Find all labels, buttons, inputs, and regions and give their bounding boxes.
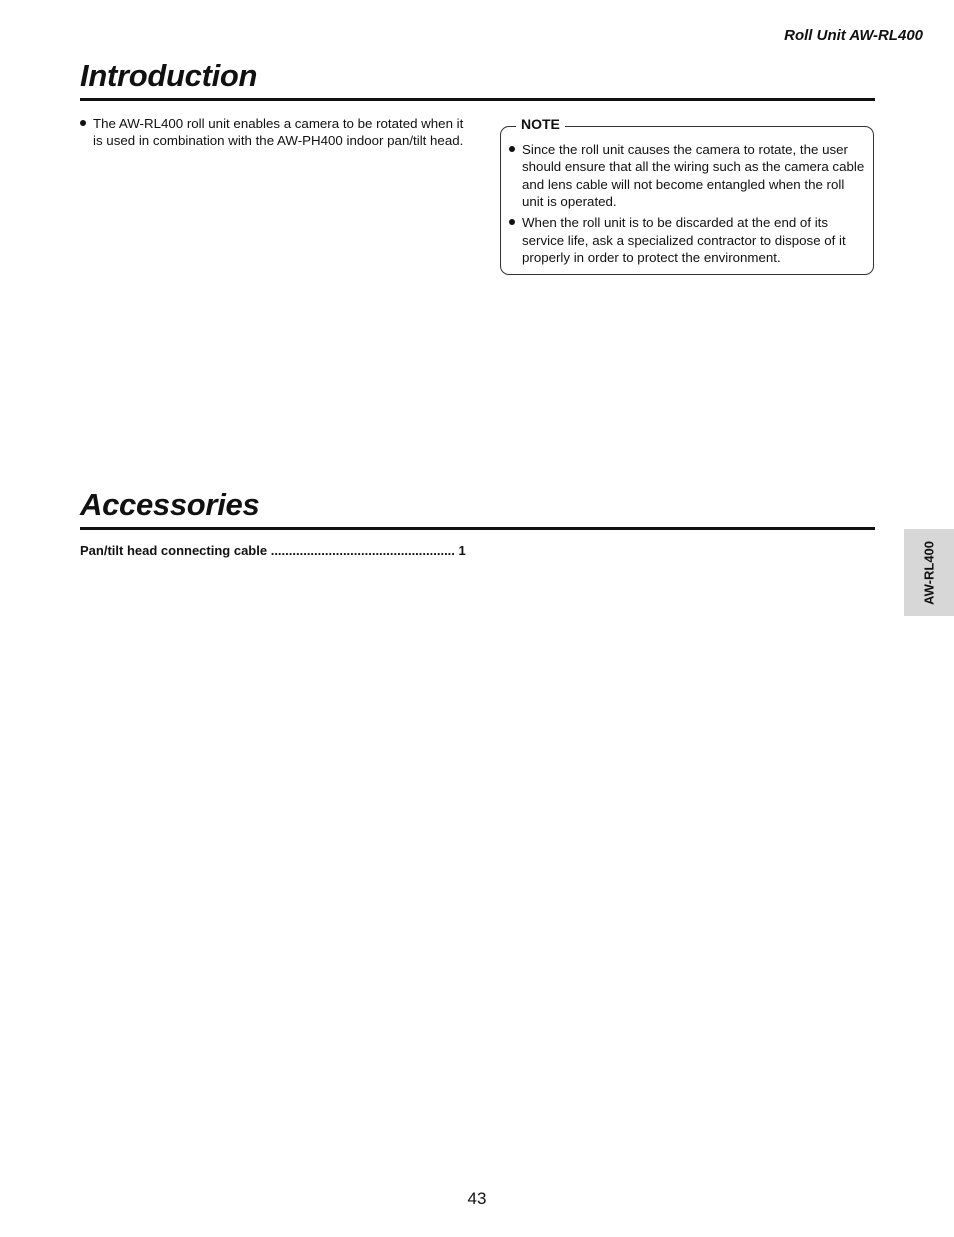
introduction-heading: Introduction xyxy=(80,58,258,93)
bullet-icon xyxy=(509,219,515,225)
page-number: 43 xyxy=(467,1189,487,1208)
side-tab xyxy=(904,529,954,616)
note-item-text: Since the roll unit causes the camera to rotate, the user should ensure that all the wiring such as the camera cable and lens cable will not become entangled when the roll unit is operated. xyxy=(522,142,865,210)
bullet-icon xyxy=(509,146,515,152)
introduction-list xyxy=(80,115,465,150)
note-item xyxy=(509,214,869,266)
header-title: Roll Unit AW-RL400 xyxy=(784,27,923,44)
note-item xyxy=(509,141,869,211)
introduction-rule xyxy=(80,98,875,101)
accessories-heading: Accessories xyxy=(80,487,260,522)
note-label: NOTE xyxy=(516,116,565,132)
note-item-text: When the roll unit is to be discarded at the end of its service life, ask a specialized contractor to dispose of it properly in order to protect the environment. xyxy=(522,215,846,265)
note-list xyxy=(509,141,869,270)
bullet-icon xyxy=(80,120,86,126)
side-tab-label: AW-RL400 xyxy=(921,540,937,605)
introduction-item-text: The AW-RL400 roll unit enables a camera to be rotated when it is used in combination with the AW-PH400 indoor pan/tilt head. xyxy=(93,116,464,149)
introduction-item xyxy=(80,115,465,150)
accessories-rule xyxy=(80,527,875,530)
accessory-item: Pan/tilt head connecting cable ................................................... 1 xyxy=(80,543,466,558)
